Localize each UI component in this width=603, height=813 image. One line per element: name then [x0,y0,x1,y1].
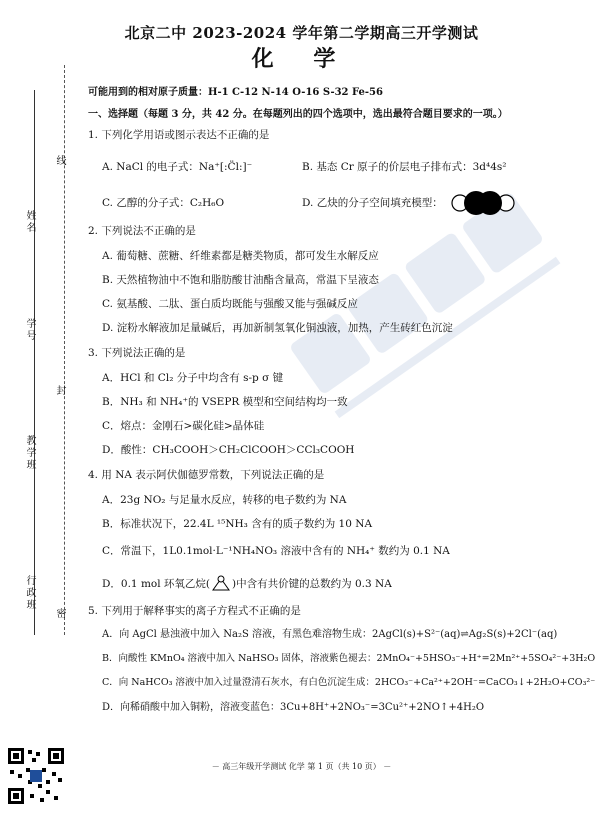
page-title: 北京二中 2023-2024 学年第二学期高三开学测试 [124,24,479,42]
q3-option-b: B．NH₃ 和 NH₄⁺的 VSEPR 模型和空间结构均一致 [102,396,348,408]
q1-option-a: A. NaCl 的电子式：Na⁺[:C̈l:]⁻ [102,161,253,173]
margin-rule [34,90,35,635]
q2-stem: 2. 下列说法不正确的是 [88,225,196,237]
acetylene-model-image [450,190,516,216]
q1-option-c: C. 乙醇的分子式：C₂H₆O [102,197,225,209]
q4-option-d-post: )中含有共价键的总数约为 0.3 NA [232,578,392,590]
q5-stem: 5. 下列用于解释事实的离子方程式不正确的是 [88,605,301,617]
section-heading: 一、选择题（每题 3 分，共 42 分。在每题列出的四个选项中，选出最符合题目要求的一项。） [88,109,508,120]
q5-option-c: C．向 NaHCO₃ 溶液中加入过量澄清石灰水，有白色沉淀生成：2HCO₃⁻+Ca²⁺+2OH⁻=CaCO₃↓+2H₂O+CO₃²⁻ [102,677,596,688]
ethylene-oxide-structure-image [210,575,232,593]
q4-stem: 4. 用 NA 表示阿伏伽德罗常数，下列说法正确的是 [88,469,325,481]
q5-option-b: B．向酸性 KMnO₄ 溶液中加入 NaHSO₃ 固体，溶液紫色褪去：2MnO₄⁻+5HSO₃⁻+H⁺=2Mn²⁺+5SO₄²⁻+3H₂O [102,653,596,664]
margin-label-teachingclass: 教学班 [24,435,35,471]
margin-label-seal: 封 [54,385,65,397]
binding-dashed-line [64,65,65,635]
q3-option-c: C．熔点：金刚石>碳化硅>晶体硅 [102,420,265,432]
margin-label-name: 姓名 [24,210,35,234]
qr-code-image [6,746,66,806]
q3-option-a: A．HCl 和 Cl₂ 分子中均含有 s-p σ 键 [102,372,284,384]
q5-option-a: A．向 AgCl 悬浊液中加入 Na₂S 溶液，有黑色难溶物生成：2AgCl(s)+S²⁻(aq)⇌Ag₂S(s)+2Cl⁻(aq) [102,629,558,640]
q1-option-b: B. 基态 Cr 原子的价层电子排布式：3d⁴4s² [302,161,507,173]
q2-option-a: A. 葡萄糖、蔗糖、纤维素都是糖类物质，都可发生水解反应 [102,250,379,262]
q2-option-c: C. 氨基酸、二肽、蛋白质均既能与强酸又能与强碱反应 [102,298,358,310]
margin-label-adminclass: 行政班 [24,575,35,611]
q2-option-d: D. 淀粉水解液加足量碱后，再加新制氢氧化铜浊液，加热，产生砖红色沉淀 [102,322,453,334]
q2-option-b: B. 天然植物油中不饱和脂肪酸甘油酯含量高，常温下呈液态 [102,274,379,286]
atomic-masses: 可能用到的相对原子质量：H-1 C-12 N-14 O-16 S-32 Fe-56 [88,87,383,98]
q1-stem: 1. 下列化学用语或图示表达不正确的是 [88,129,270,141]
q3-stem: 3. 下列说法正确的是 [88,347,186,359]
q4-option-d-pre: D．0.1 mol 环氧乙烷( [102,578,211,590]
q1-option-d: D. 乙炔的分子空间填充模型： [302,197,443,209]
page-footer: － 高三年级开学测试 化学 第 1 页（共 10 页） － [211,762,392,771]
margin-label-secret: 密 [54,608,65,620]
q4-option-a: A．23g NO₂ 与足量水反应，转移的电子数约为 NA [102,494,347,506]
q4-option-b: B．标准状况下，22.4L ¹⁵NH₃ 含有的质子数约为 10 NA [102,518,373,530]
margin-label-line: 线 [54,155,65,167]
q5-option-d: D．向稀硝酸中加入铜粉，溶液变蓝色：3Cu+8H⁺+2NO₃⁻=3Cu²⁺+2NO↑+4H₂O [102,702,485,713]
q3-option-d: D．酸性：CH₃COOH＞CH₂ClCOOH＞CCl₃COOH [102,444,355,456]
q4-option-d [102,575,392,593]
q4-option-c: C．常温下，1L0.1mol·L⁻¹NH₄NO₃ 溶液中含有的 NH₄⁺ 数约为 0.1 NA [102,545,450,557]
margin-label-studentid: 学号 [24,318,35,342]
subject-title: 化 学 [251,46,352,72]
